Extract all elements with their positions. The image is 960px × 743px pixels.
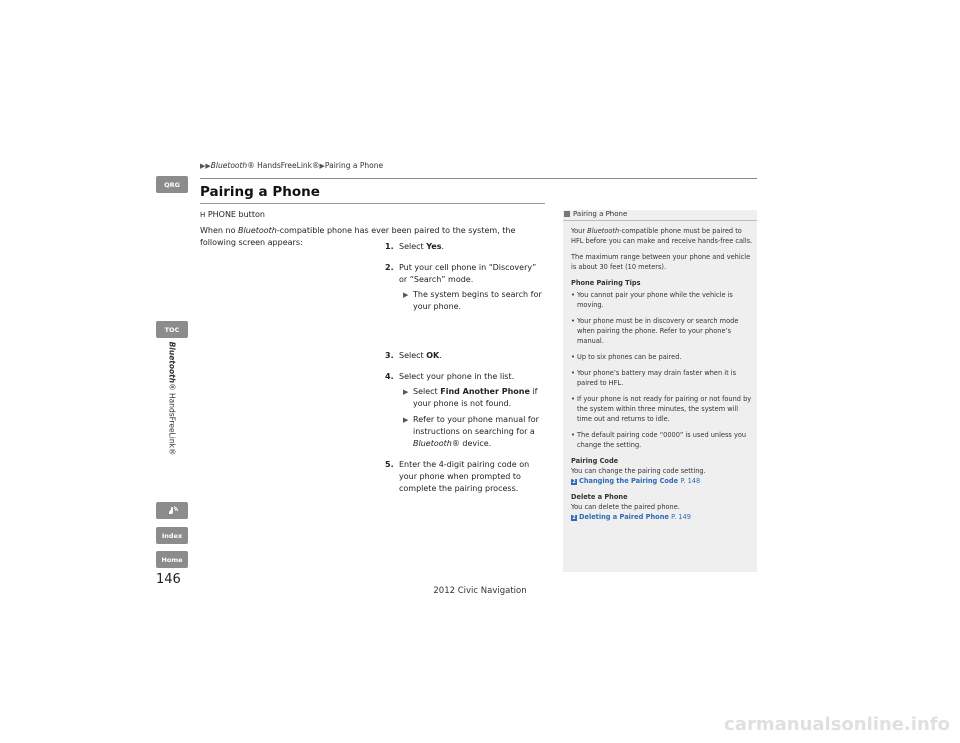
- bullet-icon: •: [571, 369, 575, 377]
- step-text: Select: [399, 351, 427, 360]
- step-result-text: Refer to your phone manual for instructions on searching for a: [413, 415, 539, 436]
- step-result-text: ® device.: [451, 439, 492, 448]
- tip-item: [571, 316, 753, 346]
- breadcrumb-handsfreelink[interactable]: ® HandsFreeLink®: [247, 161, 320, 170]
- voice-command-icon: [166, 505, 178, 517]
- intro-pre: When no: [200, 226, 239, 235]
- step-text: Put your cell phone in “Discovery” or “Search” mode.: [399, 263, 537, 284]
- step-ui-label: Find Another Phone: [440, 387, 530, 396]
- breadcrumb-arrow-icon: ▶: [319, 162, 325, 170]
- step-text: Enter the 4-digit pairing code on your phone when prompted to complete the pairing process.: [399, 460, 530, 493]
- step-result-italic: Bluetooth: [413, 439, 452, 448]
- panel-text: -compatible phone must be paired to HFL before you can make and receive hands-free calls.: [571, 227, 753, 245]
- page-number: 146: [156, 572, 181, 587]
- step-number: 2.: [385, 263, 394, 272]
- bullet-icon: •: [571, 353, 575, 361]
- intro-post: -compatible phone has ever been paired to the system, the following screen appears:: [200, 226, 516, 247]
- note-icon: [564, 211, 570, 217]
- step-text: .: [441, 242, 445, 251]
- chapter-label-rest: ® HandsFreeLink®: [167, 382, 177, 455]
- step-2: [385, 262, 545, 313]
- panel-heading: [563, 210, 757, 221]
- tip-item: [571, 394, 753, 424]
- tip-item: [571, 290, 753, 310]
- breadcrumb-bluetooth[interactable]: Bluetooth: [210, 161, 248, 170]
- tab-home[interactable]: Home: [156, 551, 188, 568]
- tip-item: [571, 368, 753, 388]
- link-label[interactable]: Changing the Pairing Code: [579, 477, 679, 485]
- breadcrumb-current: Pairing a Phone: [324, 161, 384, 170]
- panel-text: Your: [571, 227, 588, 235]
- step-ui-label: Yes: [426, 242, 442, 251]
- bullet-icon: •: [571, 317, 575, 325]
- watermark: carmanualsonline.info: [724, 714, 950, 735]
- result-arrow-icon: ▶: [403, 291, 409, 299]
- step-text: Select: [399, 242, 427, 251]
- link-arrow-icon: 2: [572, 479, 576, 485]
- tip-text: Your phone must be in discovery or search mode when pairing the phone. Refer to your phone’s manual.: [577, 317, 739, 345]
- tip-text: Your phone’s battery may drain faster when it is paired to HFL.: [577, 369, 737, 387]
- panel-heading-text: Pairing a Phone: [573, 210, 628, 218]
- link-page[interactable]: P. 148: [680, 477, 701, 485]
- bullet-icon: •: [571, 395, 575, 403]
- header-divider: [200, 178, 757, 179]
- intro-italic: Bluetooth: [238, 226, 277, 235]
- pairing-code-text: You can change the pairing code setting.: [571, 467, 706, 475]
- phone-button-icon: H: [200, 211, 206, 219]
- pairing-code-heading: Pairing Code: [571, 457, 619, 465]
- delete-phone-text: You can delete the paired phone.: [571, 503, 680, 511]
- step-text: Select your phone in the list.: [399, 372, 515, 381]
- tip-text: If your phone is not ready for pairing or not found by the system within three minutes, the system will time out and returns to idle.: [577, 395, 752, 423]
- side-notes-panel: [563, 210, 757, 572]
- step-ui-label: OK: [426, 351, 440, 360]
- tab-index[interactable]: Index: [156, 527, 188, 544]
- tip-item: [571, 352, 753, 362]
- page-title: Pairing a Phone: [200, 184, 320, 200]
- footer-title: 2012 Civic Navigation: [433, 586, 527, 596]
- step-result: [399, 289, 545, 313]
- result-arrow-icon: ▶: [403, 416, 409, 424]
- link-label[interactable]: Deleting a Paired Phone: [579, 513, 669, 521]
- step-5: [385, 459, 545, 495]
- bullet-icon: •: [571, 431, 575, 439]
- tip-item: [571, 430, 753, 450]
- bullet-icon: •: [571, 291, 575, 299]
- panel-paragraph: [571, 226, 753, 246]
- step-result: [399, 386, 545, 410]
- phone-button-label: [200, 209, 265, 221]
- step-number: 4.: [385, 372, 394, 381]
- title-divider: [200, 203, 545, 204]
- phone-button-text: PHONE button: [207, 210, 265, 219]
- tip-text: You cannot pair your phone while the vehicle is moving.: [577, 291, 733, 309]
- panel-italic: Bluetooth: [587, 227, 620, 235]
- step-result-text: if your phone is not found.: [413, 387, 538, 408]
- steps-list: [385, 241, 545, 504]
- step-result-text: The system begins to search for your phone.: [413, 290, 542, 311]
- tip-text: Up to six phones can be paired.: [577, 353, 682, 361]
- tab-qrg[interactable]: QRG: [156, 176, 188, 193]
- step-1: [385, 241, 545, 253]
- tab-voice[interactable]: [156, 502, 188, 519]
- breadcrumb-arrow-icon: ▶▶: [200, 162, 211, 170]
- step-number: 1.: [385, 242, 394, 251]
- step-4: [385, 371, 545, 450]
- chapter-label-italic: Bluetooth: [167, 341, 177, 383]
- step-text: .: [439, 351, 442, 360]
- step-number: 3.: [385, 351, 394, 360]
- tip-text: The default pairing code “0000” is used unless you change the setting.: [577, 431, 747, 449]
- result-arrow-icon: ▶: [403, 388, 409, 396]
- step-result: [399, 414, 545, 450]
- panel-paragraph: The maximum range between your phone and vehicle is about 30 feet (10 meters).: [571, 253, 751, 271]
- tips-heading: Phone Pairing Tips: [571, 279, 641, 287]
- deleting-paired-phone-link[interactable]: [571, 512, 753, 522]
- link-arrow-icon: 2: [572, 515, 576, 521]
- step-3: [385, 350, 545, 362]
- chapter-label: [164, 338, 180, 458]
- panel-body: [571, 226, 753, 528]
- step-number: 5.: [385, 460, 394, 469]
- changing-pairing-code-link[interactable]: [571, 476, 753, 486]
- breadcrumb: [200, 161, 383, 170]
- step-result-text: Select: [413, 387, 441, 396]
- tab-toc[interactable]: TOC: [156, 321, 188, 338]
- delete-phone-heading: Delete a Phone: [571, 493, 628, 501]
- link-page[interactable]: P. 149: [671, 513, 691, 521]
